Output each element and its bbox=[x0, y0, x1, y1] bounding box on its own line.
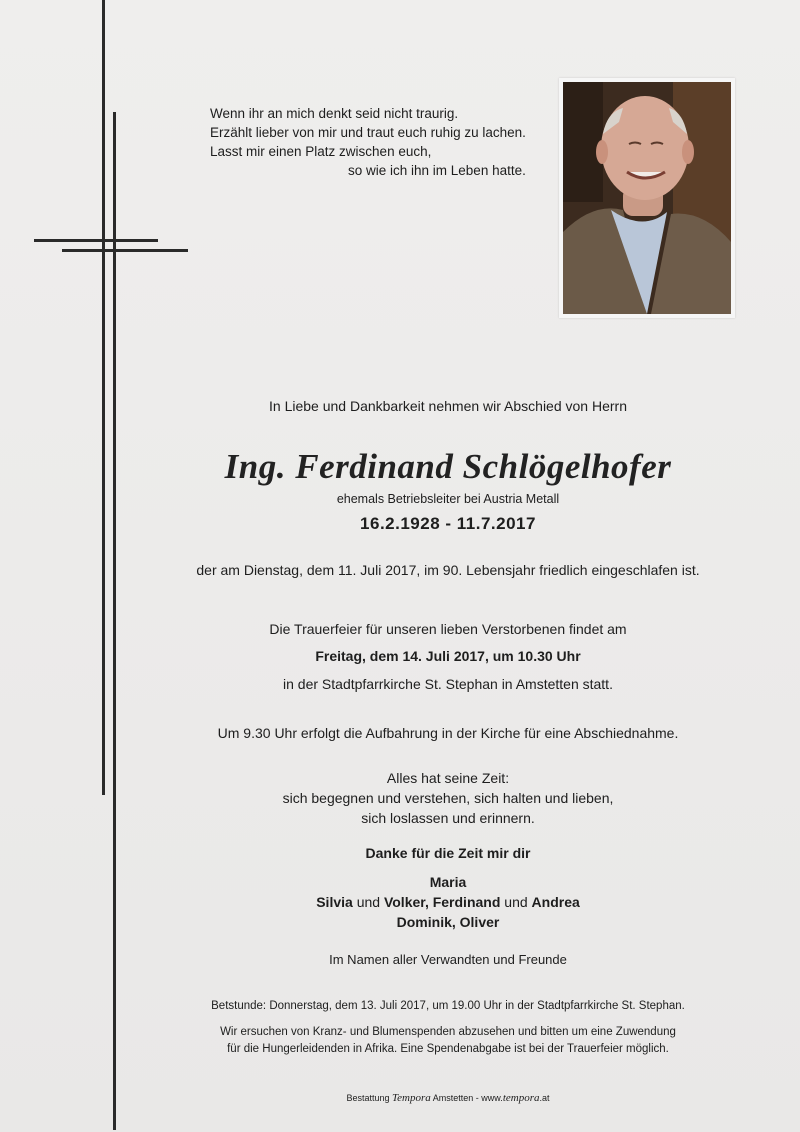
donation-notice-line: für die Hungerleidenden in Afrika. Eine Spendenabgabe ist bei der Trauerfeier möglich. bbox=[227, 1043, 669, 1055]
cross-2-horizontal bbox=[62, 249, 188, 252]
conjunction: und bbox=[352, 894, 384, 910]
poem-line: Wenn ihr an mich denkt seid nicht traurig. bbox=[210, 106, 459, 121]
funeral-location: in der Stadtpfarrkirche St. Stephan in Amstetten statt. bbox=[283, 676, 613, 692]
quote-line: sich loslassen und erinnern. bbox=[361, 810, 535, 826]
deceased-occupation: ehemals Betriebsleiter bei Austria Metall bbox=[336, 492, 560, 506]
footer-prefix: Bestattung bbox=[346, 1093, 390, 1103]
quote-line: sich begegnen und verstehen, sich halten und lieben, bbox=[282, 790, 614, 806]
prayer-notice: Betstunde: Donnerstag, dem 13. Juli 2017, um 19.00 Uhr in der Stadtpfarrkirche St. Stephan. bbox=[211, 1000, 685, 1012]
mourners-line-3: Dominik, Oliver bbox=[396, 914, 500, 930]
tempora-logo-url: tempora bbox=[502, 1092, 540, 1104]
mourners-line-2 bbox=[0, 894, 800, 910]
poem-line: Erzählt lieber von mir und traut euch ruhig zu lachen. bbox=[210, 125, 526, 140]
on-behalf-text: Im Namen aller Verwandten und Freunde bbox=[329, 952, 567, 967]
portrait-illustration bbox=[563, 82, 731, 314]
death-notice: der am Dienstag, dem 11. Juli 2017, im 90. Lebensjahr friedlich eingeschlafen ist. bbox=[196, 562, 700, 578]
quote-line: Alles hat seine Zeit: bbox=[386, 770, 510, 786]
deceased-name: Ing. Ferdinand Schlögelhofer bbox=[224, 447, 672, 486]
conjunction: und bbox=[500, 894, 532, 910]
donation-notice-line: Wir ersuchen von Kranz- und Blumenspenden abzusehen und bitten um eine Zuwendung bbox=[220, 1026, 676, 1038]
viewing-notice: Um 9.30 Uhr erfolgt die Aufbahrung in der Kirche für eine Abschiednahme. bbox=[217, 725, 679, 741]
portrait-photo bbox=[563, 82, 731, 314]
intro-text: In Liebe und Dankbarkeit nehmen wir Abschied von Herrn bbox=[269, 398, 627, 414]
funeral-intro: Die Trauerfeier für unseren lieben Verstorbenen findet am bbox=[269, 621, 627, 637]
poem-line: Lasst mir einen Platz zwischen euch, bbox=[210, 144, 432, 159]
thanks-line: Danke für die Zeit mir dir bbox=[365, 845, 531, 861]
funeral-home-footer bbox=[0, 1092, 800, 1104]
mourner-name: Andrea bbox=[531, 894, 580, 910]
footer-middle: Amstetten - www. bbox=[432, 1093, 503, 1103]
mourner-name: Volker, Ferdinand bbox=[383, 894, 501, 910]
cross-1-horizontal bbox=[34, 239, 158, 242]
mourner-name: Silvia bbox=[316, 894, 353, 910]
footer-suffix: .at bbox=[539, 1093, 550, 1103]
life-dates: 16.2.1928 - 11.7.2017 bbox=[360, 514, 536, 533]
funeral-date: Freitag, dem 14. Juli 2017, um 10.30 Uhr bbox=[315, 648, 581, 664]
portrait-frame bbox=[559, 78, 735, 318]
poem-line: so wie ich ihn im Leben hatte. bbox=[348, 163, 526, 178]
tempora-logo: Tempora bbox=[392, 1092, 431, 1104]
mourners-line-1: Maria bbox=[429, 874, 467, 890]
poem bbox=[210, 104, 526, 180]
